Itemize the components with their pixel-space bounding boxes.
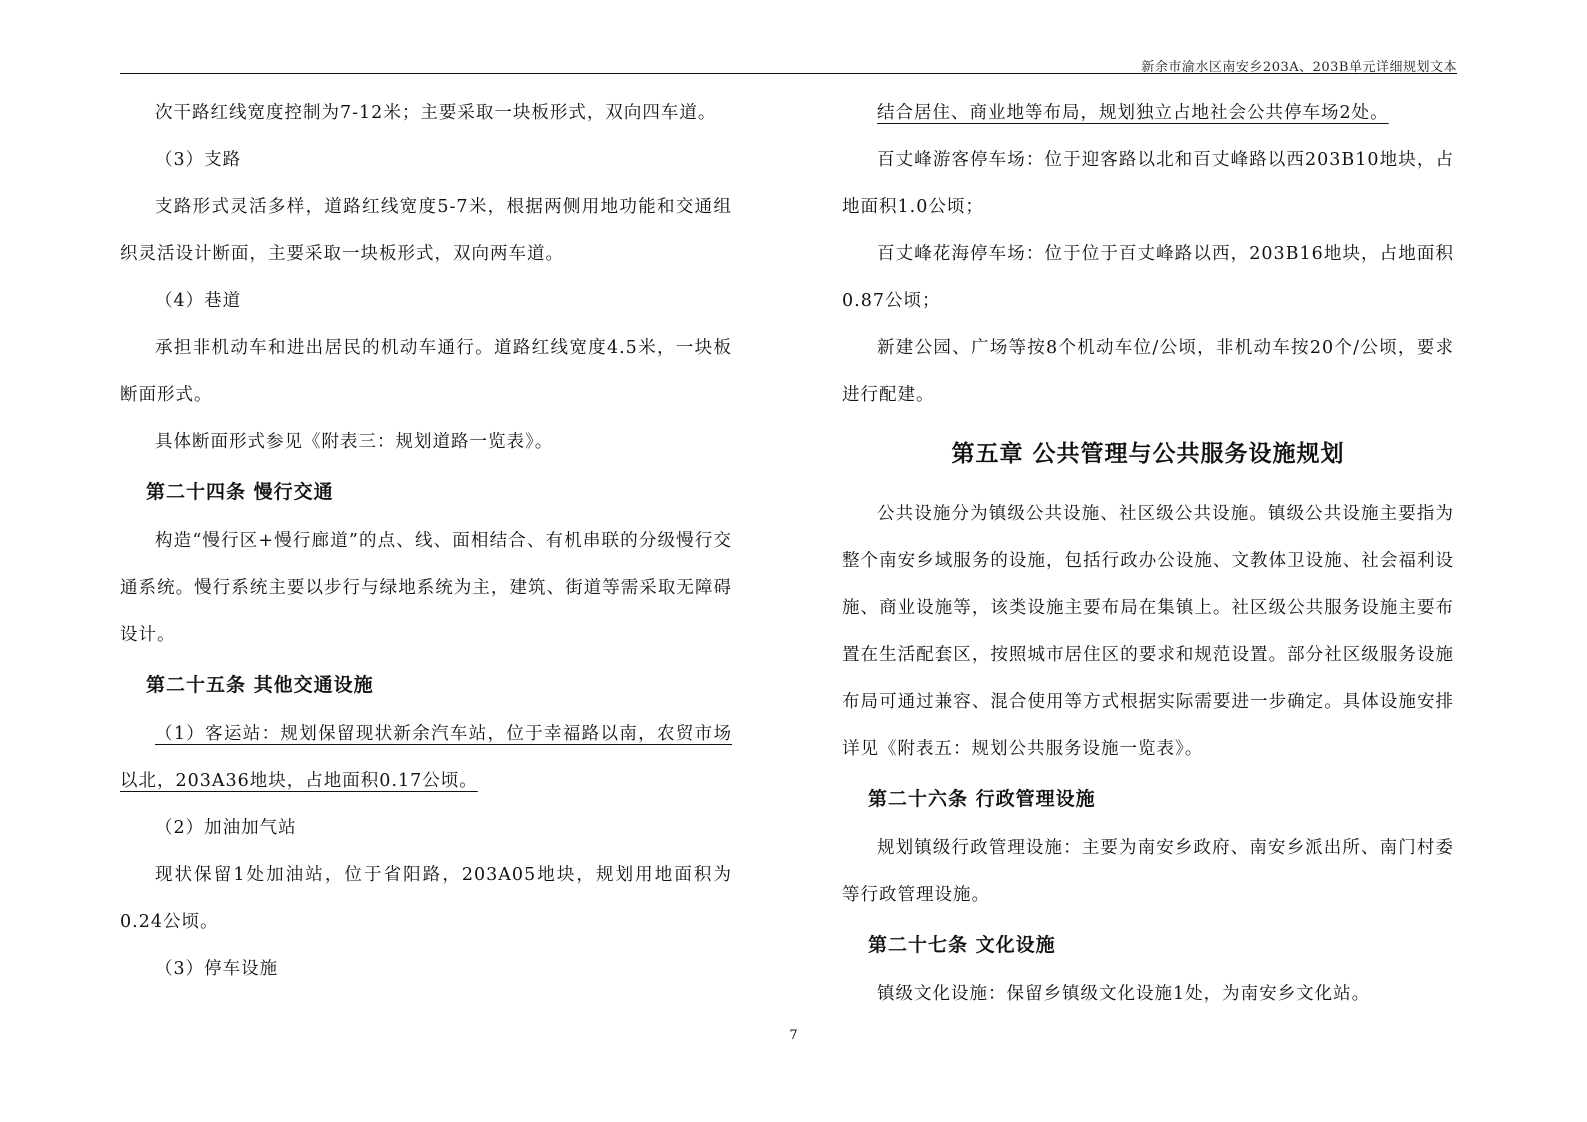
- paragraph: 现状保留1处加油站，位于省阳路，203A05地块，规划用地面积为0.24公顷。: [120, 865, 732, 932]
- subsection-label: （3）支路: [155, 150, 242, 170]
- chapter-heading: 第五章 公共管理与公共服务设施规划: [951, 440, 1345, 467]
- underlined-text: 结合居住、商业地等布局，规划独立占地社会公共停车场2处。: [877, 103, 1389, 123]
- paragraph: 规划镇级行政管理设施：主要为南安乡政府、南安乡派出所、南门村委等行政管理设施。: [842, 838, 1454, 905]
- paragraph: 次干路红线宽度控制为7-12米；主要采取一块板形式，双向四车道。: [155, 103, 717, 123]
- paragraph: 支路形式灵活多样，道路红线宽度5-7米，根据两侧用地功能和交通组织灵活设计断面，主要采取一块板形式，双向两车道。: [120, 197, 732, 264]
- document-header-title: 新余市渝水区南安乡203A、203B单元详细规划文本: [1141, 60, 1457, 75]
- article-heading: 第二十五条 其他交通设施: [146, 674, 374, 696]
- underlined-text: （1）客运站：规划保留现状新余汽车站，位于幸福路以南，农贸市场以北，203A36地块，占地面积0.17公顷。: [120, 724, 732, 791]
- subsection-label: （2）加油加气站: [155, 818, 297, 838]
- subsection-label: （3）停车设施: [155, 959, 279, 979]
- article-heading: 第二十四条 慢行交通: [146, 481, 334, 503]
- paragraph: 承担非机动车和进出居民的机动车通行。道路红线宽度4.5米，一块板断面形式。: [120, 338, 732, 405]
- paragraph: 镇级文化设施：保留乡镇级文化设施1处，为南安乡文化站。: [877, 984, 1371, 1004]
- header-divider: [120, 73, 1457, 74]
- paragraph: 百丈峰游客停车场：位于迎客路以北和百丈峰路以西203B10地块，占地面积1.0公顷；: [842, 150, 1454, 217]
- article-heading: 第二十六条 行政管理设施: [868, 788, 1096, 810]
- underlined-paragraph: [842, 90, 1454, 137]
- underlined-paragraph: [120, 711, 732, 805]
- paragraph: 公共设施分为镇级公共设施、社区级公共设施。镇级公共设施主要指为整个南安乡域服务的设施，包括行政办公设施、文教体卫设施、社会福利设施、商业设施等，该类设施主要布局在集镇上。社区级公共服务设施主要布置在生活配套区，按照城市居住区的要求和规范设置。部分社区级服务设施布局可通过兼容、混合使用等方式根据实际需要进一步确定。具体设施安排详见《附表五：规划公共服务设施一览表》。: [842, 504, 1454, 759]
- subsection-label: （4）巷道: [155, 291, 242, 311]
- article-heading: 第二十七条 文化设施: [868, 934, 1056, 956]
- right-column: [842, 90, 1454, 1018]
- paragraph: 具体断面形式参见《附表三：规划道路一览表》。: [155, 432, 554, 452]
- paragraph: 新建公园、广场等按8个机动车位/公顷，非机动车按20个/公顷，要求进行配建。: [842, 338, 1454, 405]
- left-column: [120, 90, 732, 993]
- paragraph: 构造“慢行区+慢行廊道”的点、线、面相结合、有机串联的分级慢行交通系统。慢行系统主要以步行与绿地系统为主，建筑、街道等需采取无障碍设计。: [120, 531, 732, 645]
- paragraph: 百丈峰花海停车场：位于位于百丈峰路以西，203B16地块，占地面积0.87公顷；: [842, 244, 1454, 311]
- page-number: 7: [789, 1028, 798, 1043]
